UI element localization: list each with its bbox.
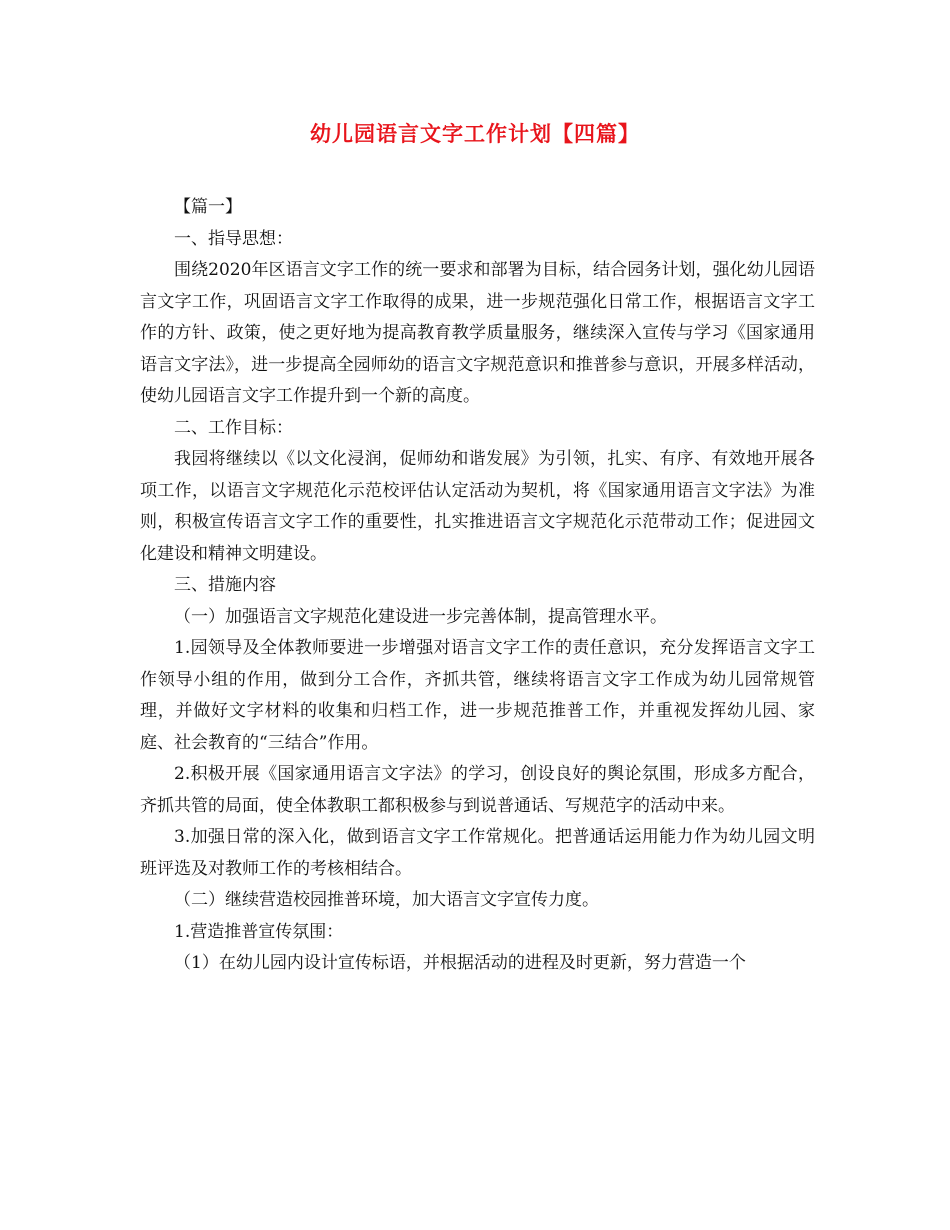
subheading-measures-1: （一）加强语言文字规范化建设进一步完善体制，提高管理水平。 (174, 606, 667, 627)
paragraph-guiding-ideology: 围绕2020年区语言文字工作的统一要求和部署为目标，结合园务计划，强化幼儿园语言文字工作，巩固语言文字工作取得的成果，进一步规范强化日常工作，根据语言文字工作的方针、政策，使之更好地为提高教育教学质量服务，继续深入宣传与学习《国家通用语言文字法》，进一步提高全园师幼的语言文字规范意识和推普参与意识，开展多样活动，使幼儿园语言文字工作提升到一个新的高度。 (140, 260, 815, 406)
heading-guiding-ideology: 一、指导思想： (174, 228, 293, 249)
document-body (140, 192, 815, 980)
list-item-measure-2: 2.积极开展《国家通用语言文字法》的学习，创设良好的舆论氛围，形成多方配合，齐抓共管的局面，使全体教职工都积极参与到说普通话、写规范字的活动中来。 (140, 764, 815, 816)
document-title: 幼儿园语言文字工作计划【四篇】 (310, 122, 640, 146)
list-item-measure-3: 3.加强日常的深入化，做到语言文字工作常规化。把普通话运用能力作为幼儿园文明班评选及对教师工作的考核相结合。 (140, 827, 815, 879)
heading-measures: 三、措施内容 (174, 575, 276, 595)
list-item-measure-1: 1.园领导及全体教师要进一步增强对语言文字工作的责任意识，充分发挥语言文字工作领导小组的作用，做到分工合作，齐抓共管，继续将语言文字工作成为幼儿园常规管理，并做好文字材料的收集和归档工作，进一步规范推普工作，并重视发挥幼儿园、家庭、社会教育的“三结合”作用。 (140, 638, 815, 753)
paragraph-work-goals: 我园将继续以《以文化浸润，促师幼和谐发展》为引领，扎实、有序、有效地开展各项工作，以语言文字规范化示范校评估认定活动为契机，将《国家通用语言文字法》为准则，积极宣传语言文字工作的重要性，扎实推进语言文字规范化示范带动工作；促进园文化建设和精神文明建设。 (140, 449, 815, 564)
list-item-atmosphere: 1.营造推普宣传氛围： (174, 921, 344, 942)
heading-work-goals: 二、工作目标： (174, 417, 293, 438)
section-label-part-one: 【篇一】 (174, 197, 242, 217)
subheading-measures-2: （二）继续营造校园推普环境，加大语言文字宣传力度。 (174, 890, 599, 910)
list-item-slogans: （1）在幼儿园内设计宣传标语，并根据活动的进程及时更新，努力营造一个 (174, 953, 746, 973)
